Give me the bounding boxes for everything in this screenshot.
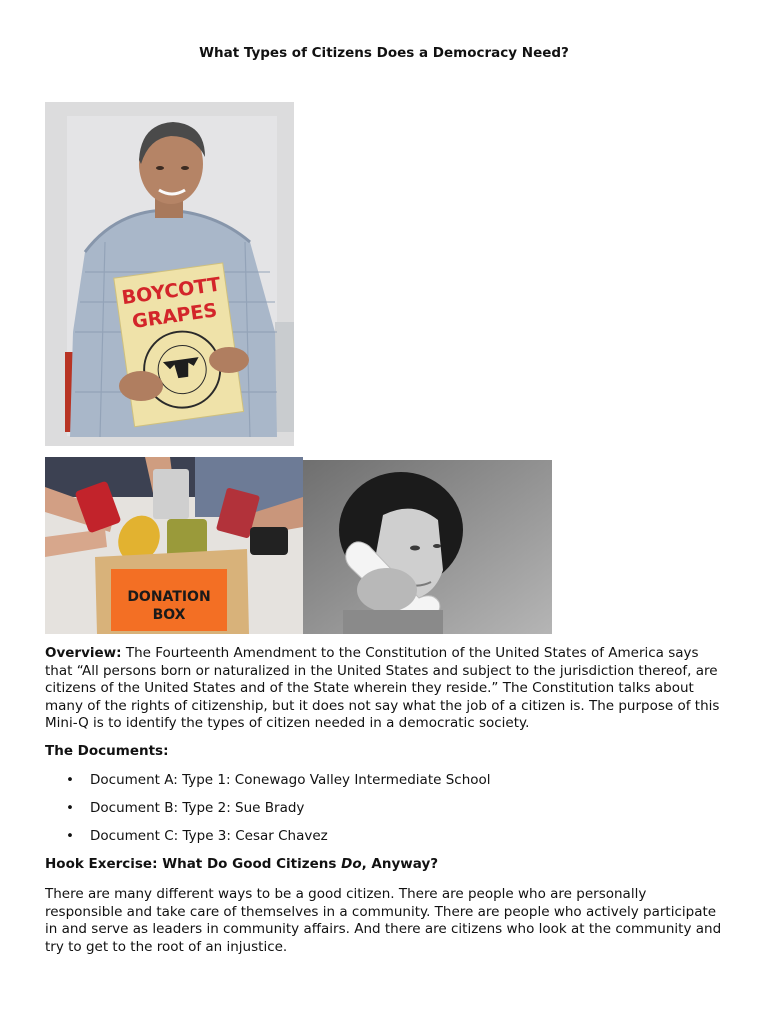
list-item-document-b [45, 800, 491, 828]
hook-heading-emphasis: Do [341, 856, 362, 872]
overview-text: The Fourteenth Amendment to the Constitution of the United States of America says that “All persons born or naturalized in the United States and subject to the jurisdiction thereof, are citizens of the United States and of the State wherein they reside.” The Constitution talks about many of the rights of citizenship, but it does not say what the job of a citizen is. The purpose of this Mini-Q is to identify the types of citizen needed in a democratic society. [45, 645, 720, 732]
donation-box-line-2: BOX [152, 607, 186, 623]
hook-heading [45, 856, 725, 874]
sign-line-1: BOYCOTT [120, 273, 222, 310]
chavez-photo [45, 102, 294, 446]
woman-telephone-photo [303, 460, 552, 634]
hook-paragraph: There are many different ways to be a good citizen. There are people who are personally responsible and take care of themselves in a community. There are people who actively participate in and serve as leaders in community affairs. And there are citizens who look at the community and try to get to the root of an injustice. [45, 886, 722, 955]
bullet-icon: • [66, 800, 74, 816]
documents-heading: The Documents: [45, 743, 169, 759]
hook-heading-pre: Hook Exercise: What Do Good Citizens [45, 856, 342, 872]
donation-box-photo [45, 457, 303, 634]
overview-label: Overview: [45, 645, 122, 661]
donation-box-line-1: DONATION [127, 589, 211, 605]
page-title: What Types of Citizens Does a Democracy Need? [199, 45, 569, 61]
sign-line-2: GRAPES [130, 299, 219, 333]
bullet-icon: • [66, 772, 74, 788]
document-b-label: Document B: Type 2: Sue Brady [90, 800, 305, 816]
document-a-label: Document A: Type 1: Conewago Valley Intermediate School [90, 772, 491, 788]
documents-list [45, 772, 491, 856]
overview-paragraph [45, 645, 725, 733]
document-c-label: Document C: Type 3: Cesar Chavez [90, 828, 328, 844]
bullet-icon: • [66, 828, 74, 844]
list-item-document-c [45, 828, 491, 856]
hook-heading-post: , Anyway? [361, 856, 439, 872]
list-item-document-a [45, 772, 491, 800]
